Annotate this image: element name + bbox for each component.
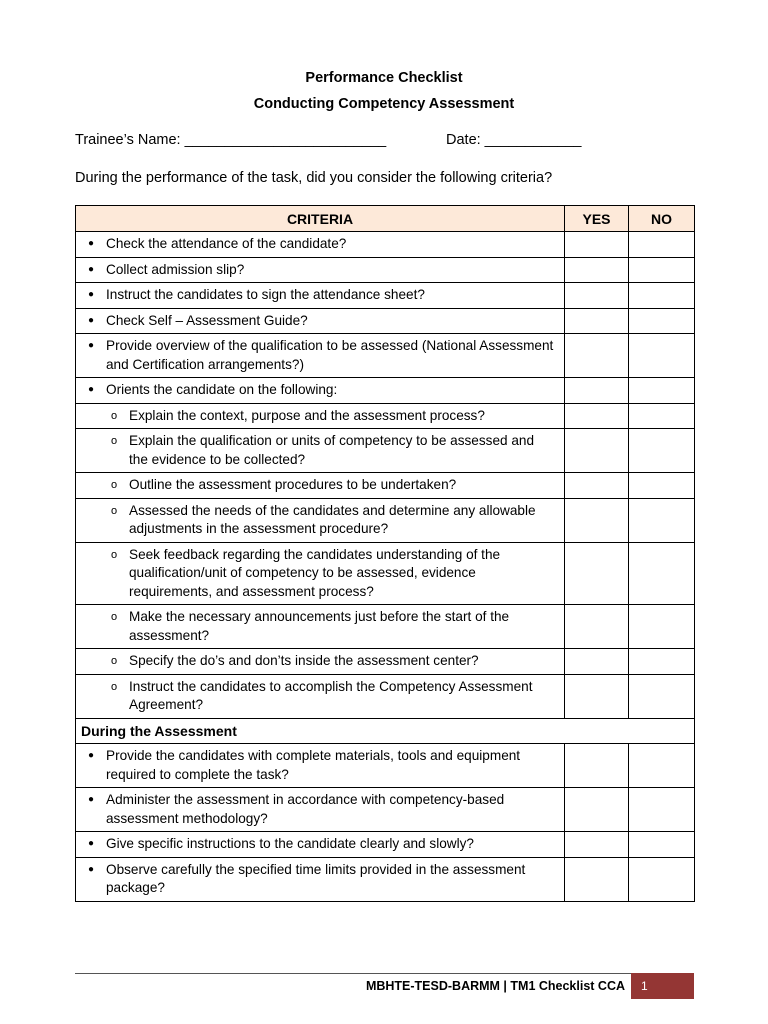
criteria-text: Explain the context, purpose and the assessment process? (129, 407, 485, 423)
criteria-row (76, 498, 695, 542)
yes-checkbox-cell[interactable] (565, 605, 629, 649)
no-checkbox-cell[interactable] (629, 473, 695, 499)
yes-checkbox-cell[interactable] (565, 429, 629, 473)
bullet-icon: ● (87, 384, 95, 395)
no-checkbox-cell[interactable] (629, 649, 695, 675)
sub-bullet-icon: o (110, 655, 118, 667)
criteria-row (76, 744, 695, 788)
sub-bullet-icon: o (110, 548, 118, 561)
date-field: Date: ____________ (446, 132, 582, 148)
criteria-cell (76, 498, 565, 542)
yes-checkbox-cell[interactable] (565, 542, 629, 605)
criteria-row (76, 542, 695, 605)
no-checkbox-cell[interactable] (629, 257, 695, 283)
criteria-text: Assessed the needs of the candidates and determine any allowable adjustments in the assessment procedure? (129, 502, 536, 536)
no-checkbox-cell[interactable] (629, 334, 695, 378)
criteria-cell (76, 744, 565, 788)
criteria-cell (76, 473, 565, 499)
table-body (76, 232, 695, 902)
criteria-cell (76, 674, 565, 718)
no-checkbox-cell[interactable] (629, 674, 695, 718)
criteria-text: Provide overview of the qualification to be assessed (National Assessment and Certification arrangements?) (106, 338, 554, 372)
section-header-row (76, 718, 695, 744)
no-checkbox-cell[interactable] (629, 403, 695, 429)
table-header-row (76, 206, 695, 232)
bullet-icon: ● (87, 838, 95, 849)
criteria-row (76, 649, 695, 675)
bullet-icon: ● (87, 863, 95, 875)
instruction-question: During the performance of the task, did you consider the following criteria? (75, 170, 553, 186)
yes-checkbox-cell[interactable] (565, 788, 629, 832)
sub-bullet-icon: o (110, 409, 118, 422)
criteria-row (76, 429, 695, 473)
criteria-cell (76, 542, 565, 605)
criteria-row (76, 788, 695, 832)
bullet-icon: ● (87, 340, 95, 351)
criteria-text: Administer the assessment in accordance with competency-based assessment methodology? (106, 792, 505, 826)
yes-checkbox-cell[interactable] (565, 473, 629, 499)
criteria-row (76, 308, 695, 334)
criteria-cell (76, 605, 565, 649)
criteria-cell (76, 334, 565, 378)
no-checkbox-cell[interactable] (629, 605, 695, 649)
yes-checkbox-cell[interactable] (565, 403, 629, 429)
yes-checkbox-cell[interactable] (565, 257, 629, 283)
criteria-text: Make the necessary announcements just before the start of the assessment? (129, 609, 510, 643)
criteria-text: Seek feedback regarding the candidates understanding of the qualification/unit of competency to be assessed, evidence requirements, and assessment process? (129, 546, 501, 599)
yes-checkbox-cell[interactable] (565, 283, 629, 309)
bullet-icon: ● (87, 314, 95, 326)
criteria-row (76, 403, 695, 429)
criteria-cell (76, 378, 565, 404)
criteria-row (76, 283, 695, 309)
criteria-row (76, 232, 695, 258)
criteria-row (76, 334, 695, 378)
no-checkbox-cell[interactable] (629, 429, 695, 473)
criteria-text: Outline the assessment procedures to be undertaken? (129, 477, 457, 492)
sub-bullet-icon: o (110, 435, 118, 447)
criteria-row (76, 857, 695, 901)
no-checkbox-cell[interactable] (629, 308, 695, 334)
page-number: 1 (641, 979, 648, 993)
criteria-cell (76, 403, 565, 429)
no-checkbox-cell[interactable] (629, 232, 695, 258)
criteria-table (75, 205, 695, 902)
bullet-icon: ● (87, 750, 95, 761)
sub-bullet-icon: o (110, 504, 118, 517)
yes-checkbox-cell[interactable] (565, 832, 629, 858)
no-checkbox-cell[interactable] (629, 788, 695, 832)
yes-header: YES (565, 206, 629, 232)
no-checkbox-cell[interactable] (629, 857, 695, 901)
criteria-cell (76, 257, 565, 283)
footer-text: MBHTE-TESD-BARMM | TM1 Checklist CCA (365, 979, 625, 993)
criteria-header: CRITERIA (76, 206, 565, 232)
criteria-text: Check Self – Assessment Guide? (106, 312, 308, 328)
criteria-row (76, 378, 695, 404)
yes-checkbox-cell[interactable] (565, 334, 629, 378)
bullet-icon: ● (87, 238, 95, 249)
no-checkbox-cell[interactable] (629, 378, 695, 404)
footer-divider (75, 973, 694, 974)
criteria-text: Specify the do’s and don’ts inside the assessment center? (129, 653, 479, 668)
section-title: During the Assessment (76, 718, 695, 744)
sub-bullet-icon: o (110, 479, 118, 491)
criteria-cell (76, 232, 565, 258)
yes-checkbox-cell[interactable] (565, 649, 629, 675)
criteria-cell (76, 429, 565, 473)
trainee-name-field: Trainee’s Name: _________________________ (75, 132, 387, 148)
yes-checkbox-cell[interactable] (565, 744, 629, 788)
document-title: Performance Checklist (305, 70, 463, 86)
criteria-row (76, 257, 695, 283)
no-checkbox-cell[interactable] (629, 498, 695, 542)
yes-checkbox-cell[interactable] (565, 232, 629, 258)
no-checkbox-cell[interactable] (629, 832, 695, 858)
yes-checkbox-cell[interactable] (565, 857, 629, 901)
criteria-cell (76, 283, 565, 309)
yes-checkbox-cell[interactable] (565, 308, 629, 334)
criteria-row (76, 473, 695, 499)
criteria-text: Explain the qualification or units of competency to be assessed and the evidence to be collected? (129, 433, 535, 467)
criteria-text: Instruct the candidates to sign the attendance sheet? (106, 287, 425, 302)
bullet-icon: ● (87, 263, 95, 275)
yes-checkbox-cell[interactable] (565, 378, 629, 404)
sub-bullet-icon: o (110, 680, 118, 693)
criteria-cell (76, 832, 565, 858)
no-checkbox-cell[interactable] (629, 542, 695, 605)
criteria-text: Check the attendance of the candidate? (106, 236, 347, 251)
criteria-text: Observe carefully the specified time limits provided in the assessment package? (106, 861, 526, 895)
no-header: NO (629, 206, 695, 232)
sub-bullet-icon: o (110, 611, 118, 623)
criteria-row (76, 605, 695, 649)
no-checkbox-cell[interactable] (629, 744, 695, 788)
criteria-text: Orients the candidate on the following: (106, 382, 338, 397)
bullet-icon: ● (87, 289, 95, 300)
yes-checkbox-cell[interactable] (565, 674, 629, 718)
page-number-badge (631, 973, 694, 999)
criteria-row (76, 674, 695, 718)
no-checkbox-cell[interactable] (629, 283, 695, 309)
yes-checkbox-cell[interactable] (565, 498, 629, 542)
criteria-text: Instruct the candidates to accomplish the Competency Assessment Agreement? (129, 678, 533, 712)
criteria-text: Give specific instructions to the candidate clearly and slowly? (106, 836, 474, 851)
criteria-cell (76, 788, 565, 832)
criteria-cell (76, 308, 565, 334)
bullet-icon: ● (87, 794, 95, 805)
criteria-text: Provide the candidates with complete materials, tools and equipment required to complete the task? (106, 748, 521, 782)
criteria-row (76, 832, 695, 858)
criteria-cell (76, 857, 565, 901)
document-subtitle: Conducting Competency Assessment (253, 96, 515, 112)
criteria-cell (76, 649, 565, 675)
criteria-text: Collect admission slip? (106, 261, 245, 277)
